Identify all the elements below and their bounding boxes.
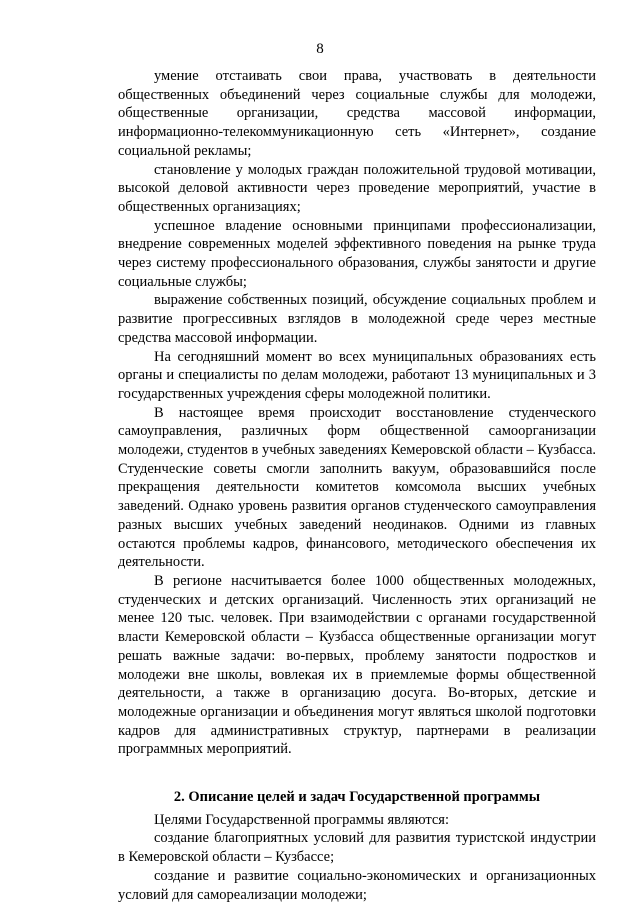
paragraph: выражение собственных позиций, обсуждение социальных проблем и развитие прогрессивных взглядов в молодежной среде через местные средства массовой информации.: [118, 292, 596, 346]
section-heading: 2. Описание целей и задач Государственной программы: [173, 789, 541, 806]
paragraph: На сегодняшний момент во всех муниципальных образованиях есть органы и специалисты по делам молодежи, работают 13 муниципальных и 3 государственных учреждения сферы молодежной политики.: [118, 348, 596, 402]
paragraph: создание и развитие социально-экономических и организационных условий для самореализации молодежи;: [118, 867, 596, 903]
paragraph: создание благоприятных условий для развития туристской индустрии в Кемеровской области – Кузбассе;: [118, 830, 596, 866]
paragraph: Целями Государственной программы являются:: [154, 811, 449, 828]
paragraph: становление у молодых граждан положительной трудовой мотивации, высокой деловой активности через проведение мероприятий, участие в общественных организациях;: [118, 161, 596, 215]
page-number: 8: [316, 41, 324, 57]
document-body: [118, 67, 596, 904]
paragraph: В регионе насчитывается более 1000 общественных молодежных, студенческих и детских организаций. Численность этих организаций не менее 120 тыс. человек. При взаимодействии с органами государственной власти Кемеровской области – Кузбасса общественные организации могут решать важные задачи: во-первых, проблему занятости подростков и молодежи вне школы, вовлекая их в приемлемые формы общественной деятельности, а также в организацию досуга. Во-вторых, детские и молодежные организации и объединения могут являться школой подготовки кадров для административных структур, партнерами в реализации программных мероприятий.: [118, 572, 596, 758]
paragraph: умение отстаивать свои права, участвовать в деятельности общественных объединений через социальные службы для молодежи, общественные организации, средства массовой информации, информационно-телекоммуникационную сеть «Интернет», создание социальной рекламы;: [118, 68, 596, 159]
paragraph: успешное владение основными принципами профессионализации, внедрение современных моделей эффективного поведения на рынке труда через систему профессионального образования, службы занятости и другие социальные службы;: [118, 217, 596, 290]
paragraph: В настоящее время происходит восстановление студенческого самоуправления, различных форм общественной самоорганизации молодежи, студентов в учебных заведениях Кемеровской области – Кузбасса. Студенческие советы смогли заполнить вакуум, образовавшийся после прекращения деятельности комитетов комсомола высших учебных заведений. Однако уровень развития органов студенческого самоуправления разных высших учебных заведений неодинаков. Одними из главных остаются проблемы кадров, финансового, методического обеспечения их деятельности.: [118, 404, 597, 571]
